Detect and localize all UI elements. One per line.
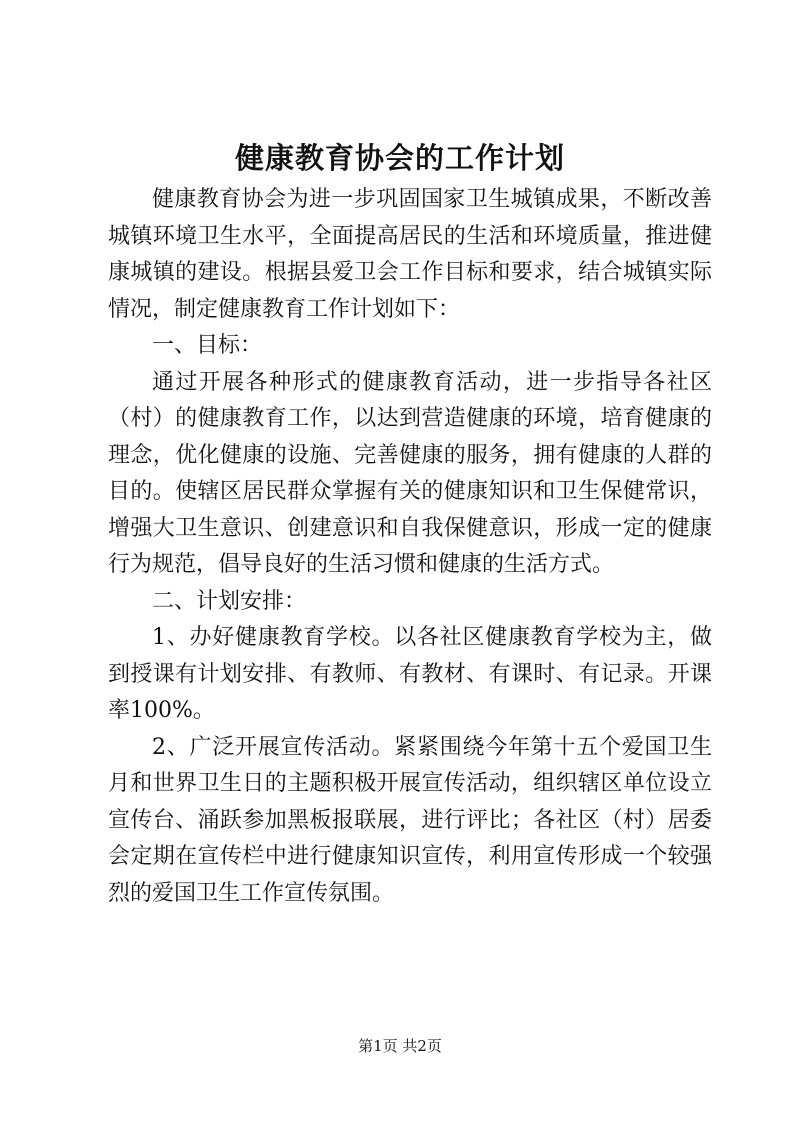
goals-paragraph: 通过开展各种形式的健康教育活动，进一步指导各社区（村）的健康教育工作，以达到营造健康的环境，培育健康的理念，优化健康的设施、完善健康的服务，拥有健康的人群的目的。使辖区居民群众掌握有关的健康知识和卫生保健常识，增强大卫生意识、创建意识和自我保健意识，形成一定的健康行为规范，倡导良好的生活习惯和健康的生活方式。: [108, 369, 712, 577]
plan-item-1: 1、办好健康教育学校。以各社区健康教育学校为主，做到授课有计划安排、有教师、有教材、有课时、有记录。开课率100%。: [108, 625, 712, 723]
plan-item-2: 2、广泛开展宣传活动。紧紧围绕今年第十五个爱国卫生月和世界卫生日的主题积极开展宣传活动，组织辖区单位设立宣传台、涌跃参加黑板报联展，进行评比；各社区（村）居委会定期在宣传栏中进行健康知识宣传，利用宣传形成一个较强烈的爱国卫生工作宣传氛围。: [108, 734, 712, 906]
document-body: [108, 182, 712, 912]
section-heading-plan: 二、计划安排：: [152, 588, 307, 614]
section-heading-goals: 一、目标：: [152, 333, 263, 358]
page-number-footer: 第1页 共2页: [358, 1037, 442, 1055]
intro-paragraph: 健康教育协会为进一步巩固国家卫生城镇成果，不断改善城镇环境卫生水平，全面提高居民的生活和环境质量，推进健康城镇的建设。根据县爱卫会工作目标和要求，结合城镇实际情况，制定健康教育工作计划如下：: [108, 187, 712, 322]
document-title: 健康教育协会的工作计划: [234, 141, 565, 175]
